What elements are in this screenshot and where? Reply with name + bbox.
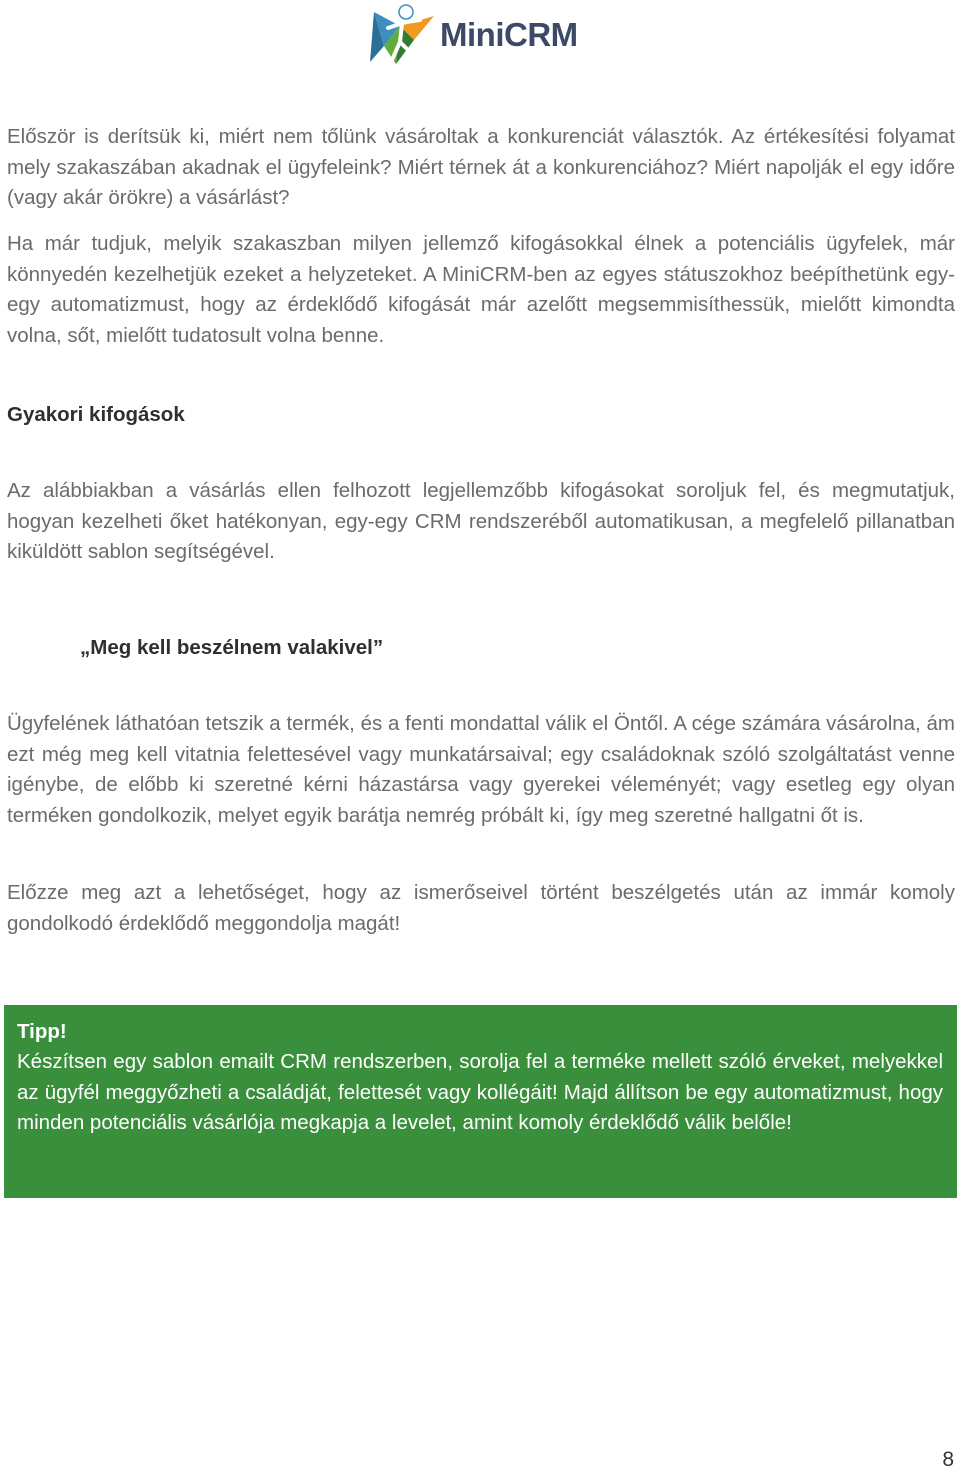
tip-box xyxy=(4,1005,957,1198)
tip-title: Tipp! xyxy=(17,1020,67,1043)
page-number: 8 xyxy=(942,1448,954,1471)
intro-paragraph: Először is derítsük ki, miért nem tőlünk vásároltak a konkurenciát választók. Az értékesítési folyamat mely szakaszában akadnak el ügyfeleink? Miért térnek át a konkurenciához? Miért napolják el egy időre (vagy akár örökre) a vásárlást? xyxy=(7,125,955,209)
objection-heading: „Meg kell beszélnem valakivel” xyxy=(80,636,384,659)
minicrm-logo-icon xyxy=(370,2,436,66)
section-heading: Gyakori kifogások xyxy=(7,403,185,426)
objection-stages-paragraph: Ha már tudjuk, melyik szakaszban milyen jellemző kifogásokkal élnek a potenciális ügyfelek, már könnyedén kezelhetjük ezeket a helyzeteket. A MiniCRM-ben az egyes státuszokhoz beépíthetünk egy-egy automatizmust, hogy az érdeklődő kifogását már azelőtt megsemmisíthessük, mielőtt kimondta volna, sőt, mielőtt tudatosult volna benne. xyxy=(7,232,955,347)
tip-text: Készítsen egy sablon emailt CRM rendszerben, sorolja fel a terméke mellett szóló érveket, melyekkel az ügyfél meggyőzheti a családját, felettesét vagy kollégáit! Majd állítson be egy automatizmust, hogy minden potenciális vásárlója megkapja a levelet, amint komoly érdeklődő válik belőle! xyxy=(17,1050,943,1134)
logo-wordmark: MiniCRM xyxy=(440,16,578,53)
objection-advice-paragraph: Előzze meg azt a lehetőséget, hogy az ismerőseivel történt beszélgetés után az immár komoly gondolkodó érdeklődő meggondolja magát! xyxy=(7,881,955,935)
minicrm-logo xyxy=(370,2,600,68)
section-intro-paragraph: Az alábbiakban a vásárlás ellen felhozott legjellemzőbb kifogásokat soroljuk fel, és megmutatjuk, hogyan kezelheti őket hatékonyan, egy-egy CRM rendszeréből automatikusan, a megfelelő pillanatban kiküldött sablon segítségével. xyxy=(7,479,955,563)
objection-description-paragraph: Ügyfelének láthatóan tetszik a termék, és a fenti mondattal válik el Öntől. A cége számára vásárolna, ám ezt még meg kell vitatnia felettesével vagy munkatársaival; egy családoknak szóló szolgáltatást venne igénybe, de előbb ki szeretné kérni házastársa vagy gyerekei véleményét; vagy esetleg egy olyan terméken gondolkozik, melyet egyik barátja nemrég próbált ki, így meg szeretné hallgatni őt is. xyxy=(7,712,955,827)
